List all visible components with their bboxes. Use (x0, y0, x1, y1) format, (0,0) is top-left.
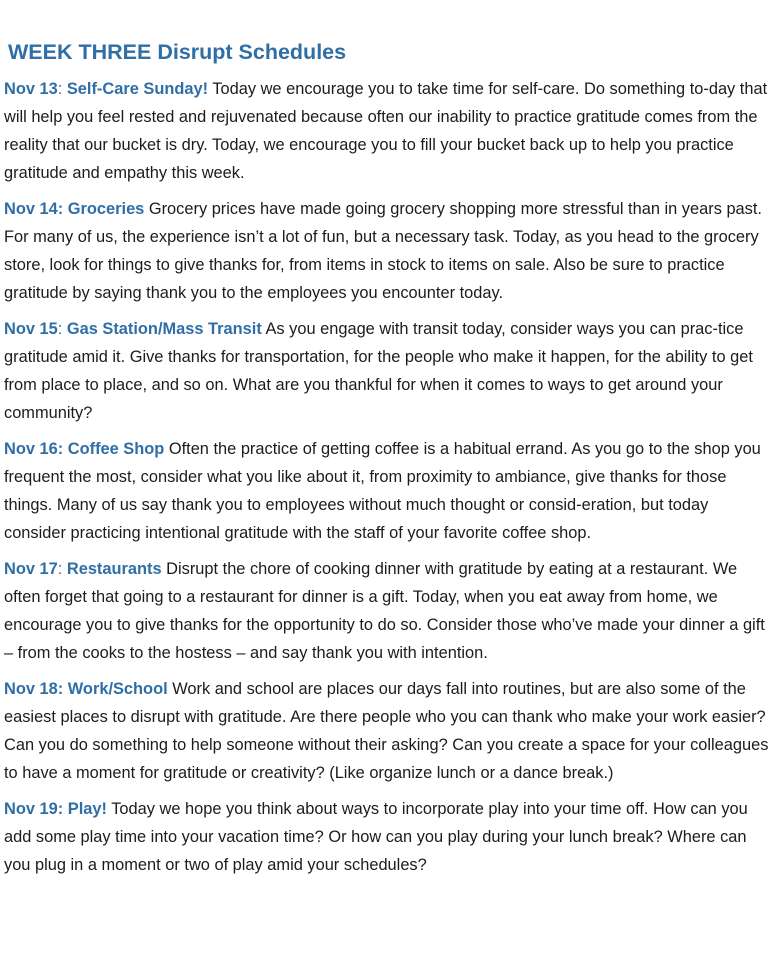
entry-text: Grocery prices have made going grocery shopping more stressful than in years past. For many of us, the experience isn’t a lot of fun, but a necessary task. Today, as you head to the grocery store, look for things to give thanks for, from items in stock to items on sale. Also be sure to practice gratitude by saying thank you to the employees you encounter today. (4, 200, 762, 302)
entry-text: Often the practice of getting coffee is a habitual errand. As you go to the shop you frequent the most, consider what you like about it, from proximity to ambiance, give thanks for those things. Many of us say thank you to employees without much thought or consid-eration, but today consider practicing intentional gratitude with the staff of your favorite coffee shop. (4, 440, 761, 542)
entry-text: Work and school are places our days fall into routines, but are also some of the easiest places to disrupt with gratitude. Are there people who you can thank who make your work easier? Can you do something to help someone without their asking? Can you create a space for your colleagues to have a moment for gratitude or creativity? (Like organize lunch or a dance break.) (4, 680, 769, 782)
entry-text: Disrupt the chore of cooking dinner with gratitude by eating at a restaurant. We often forget that going to a restaurant for dinner is a gift. Today, when you eat away from home, we encourage you to give thanks for the opportunity to do so. Consider those who’ve made your dinner a gift – from the cooks to the hostess – and say thank you with intention. (4, 560, 765, 662)
entry-nov-17 (4, 555, 774, 667)
entry-topic: Gas Station/Mass Transit (62, 320, 262, 338)
entry-nov-18 (4, 675, 774, 787)
entry-text: As you engage with transit today, consider ways you can prac-tice gratitude amid it. Give thanks for transportation, for the people who make it happen, for the ability to get from place to place, and so on. What are you thankful for when it comes to ways to get around your community? (4, 320, 753, 422)
entry-nov-19 (4, 795, 774, 879)
page-title: WEEK THREE Disrupt Schedules (8, 40, 347, 64)
entry-topic: Restaurants (62, 560, 162, 578)
entry-text: Today we hope you think about ways to incorporate play into your time off. How can you add some play time into your vacation time? Or how can you play during your lunch break? Where can you plug in a moment or two of play amid your schedules? (4, 800, 748, 874)
entry-nov-15 (4, 315, 774, 427)
entry-nov-16 (4, 435, 774, 547)
entry-text: Today we encourage you to take time for self-care. Do something to-day that will help you feel rested and rejuvenated because often our inability to practice gratitude comes from the reality that our bucket is dry. Today, we encourage you to fill your bucket back up to help you practice gratitude and empathy this week. (4, 80, 768, 182)
entry-colon: : (57, 320, 63, 338)
entry-colon: : (57, 80, 63, 98)
entry-date: Nov 14: Groceries (4, 200, 145, 218)
entry-topic: Self-Care Sunday! (62, 80, 209, 98)
entry-nov-13 (4, 75, 774, 187)
entry-date: Nov 16: Coffee Shop (4, 440, 165, 458)
entry-date: Nov 18: Work/School (4, 680, 168, 698)
entry-date: Nov 19: Play! (4, 800, 107, 818)
entry-date: Nov 15 (4, 320, 58, 338)
entry-colon: : (57, 560, 63, 578)
entry-date: Nov 13 (4, 80, 58, 98)
entry-nov-14 (4, 195, 774, 307)
entry-date: Nov 17 (4, 560, 58, 578)
